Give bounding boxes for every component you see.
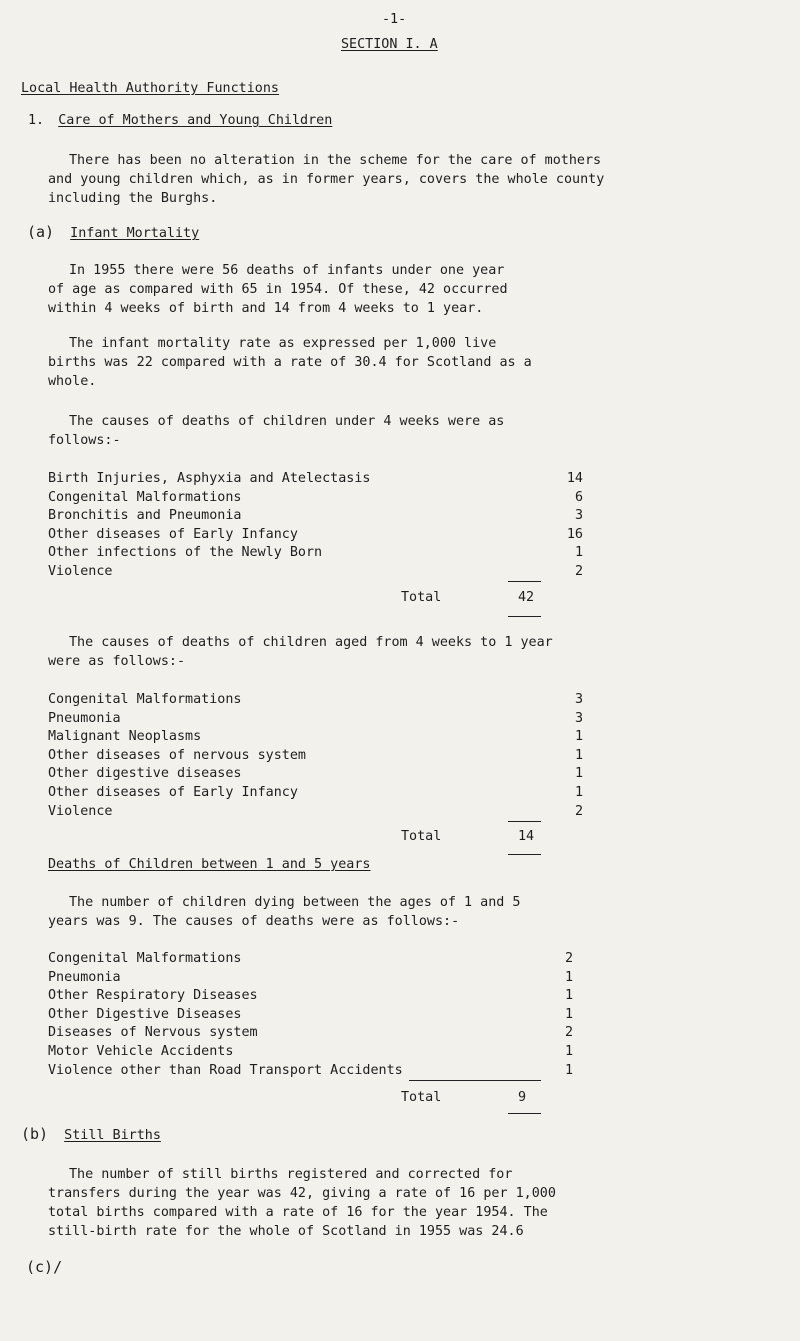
cause-label: Violence <box>48 563 113 579</box>
cause-label: Congenital Malformations <box>48 489 242 505</box>
subsection-title: Care of Mothers and Young Children <box>58 113 333 128</box>
cause-count: 2 <box>564 1025 573 1041</box>
table-1-total-label: Total <box>401 590 442 605</box>
cause-label: Pneumonia <box>48 969 121 985</box>
table-1-total: 42 <box>518 590 535 605</box>
table-row <box>48 526 608 545</box>
cause-label: Other diseases of nervous system <box>48 747 306 763</box>
cause-label: Other diseases of Early Infancy <box>48 526 298 542</box>
cause-label: Diseases of Nervous system <box>48 1025 258 1041</box>
cause-label: Other infections of the Newly Born <box>48 545 323 561</box>
cause-count: 2 <box>564 951 573 966</box>
cause-label: Congenital Malformations <box>48 951 242 966</box>
infant-mortality-title: Infant Mortality <box>70 226 200 241</box>
table-row <box>48 691 608 710</box>
still-births-heading <box>21 1125 161 1143</box>
cause-label: Pneumonia <box>48 710 121 726</box>
cause-count: 1 <box>574 747 583 763</box>
infant-paragraph-3 <box>48 412 504 450</box>
para-line: The number of still births registered and corrected for <box>69 1167 513 1182</box>
table-1-total-rule <box>508 616 541 617</box>
causes-table-4-weeks-to-1-year <box>48 691 608 821</box>
cause-count: 2 <box>574 563 583 579</box>
table-3-total-rule <box>508 1113 541 1114</box>
cause-label: Violence other than Road Transport Accidents <box>48 1062 403 1078</box>
table-row <box>48 987 608 1006</box>
para-line: The causes of deaths of children aged from 4 weeks to 1 year <box>69 635 553 650</box>
para-line: follows:- <box>48 433 121 448</box>
still-births-label: (b) <box>21 1125 49 1143</box>
table-row <box>48 1006 608 1025</box>
table-row <box>48 563 608 582</box>
cause-label: Motor Vehicle Accidents <box>48 1043 234 1059</box>
para-line: within 4 weeks of birth and 14 from 4 weeks to 1 year. <box>48 301 484 316</box>
subsection-heading <box>28 113 332 128</box>
cause-label: Other digestive diseases <box>48 766 242 782</box>
table-2-total: 14 <box>518 829 535 844</box>
cause-count: 1 <box>564 1006 573 1022</box>
page-number: -1- <box>382 12 407 27</box>
table-row <box>48 950 608 969</box>
table-3-total: 9 <box>518 1090 527 1105</box>
intro-paragraph <box>48 151 604 208</box>
table-row <box>48 728 608 747</box>
table-1-rule <box>508 581 541 582</box>
still-births-paragraph <box>48 1165 556 1241</box>
cause-count: 2 <box>574 803 583 819</box>
children-1-5-heading: Deaths of Children between 1 and 5 years <box>48 857 371 872</box>
intro-line: and young children which, as in former years, covers the whole county <box>48 172 605 187</box>
section-heading: SECTION I. A <box>341 37 438 52</box>
cause-count: 1 <box>574 729 583 745</box>
cause-count: 1 <box>564 1062 573 1078</box>
infant-mortality-label: (a) <box>27 223 55 241</box>
para-line: In 1955 there were 56 deaths of infants under one year <box>69 263 505 278</box>
para-line: The causes of deaths of children under 4 weeks were as <box>69 414 505 429</box>
table-row <box>48 489 608 508</box>
para-line: total births compared with a rate of 16 for the year 1954. The <box>48 1205 548 1220</box>
cause-label: Other Respiratory Diseases <box>48 988 258 1004</box>
cause-count: 1 <box>564 969 573 985</box>
cause-count: 6 <box>574 489 583 505</box>
table-row <box>48 969 608 988</box>
continuation-marker: (c)/ <box>26 1258 63 1276</box>
para-line: were as follows:- <box>48 654 186 669</box>
cause-label: Birth Injuries, Asphyxia and Atelectasis <box>48 471 371 486</box>
cause-label: Congenital Malformations <box>48 692 242 707</box>
table-2-total-label: Total <box>401 829 442 844</box>
causes-table-under-4-weeks <box>48 470 608 582</box>
table-row <box>48 544 608 563</box>
table-row <box>48 1062 608 1081</box>
cause-count: 1 <box>564 988 573 1004</box>
cause-label: Other diseases of Early Infancy <box>48 784 298 800</box>
intro-line: There has been no alteration in the scheme for the care of mothers <box>69 153 602 168</box>
cause-label: Bronchitis and Pneumonia <box>48 508 242 524</box>
para-line: years was 9. The causes of deaths were as follows:- <box>48 914 460 929</box>
table-2-rule <box>508 821 541 822</box>
para-line: births was 22 compared with a rate of 30.4 for Scotland as a <box>48 355 532 370</box>
table-row <box>48 507 608 526</box>
table-row <box>48 803 608 822</box>
cause-label: Malignant Neoplasms <box>48 729 202 745</box>
cause-label: Other Digestive Diseases <box>48 1006 242 1022</box>
para-line: The infant mortality rate as expressed per 1,000 live <box>69 336 497 351</box>
para-line: whole. <box>48 374 97 389</box>
cause-count: 1 <box>564 1043 573 1059</box>
cause-count: 14 <box>566 471 583 486</box>
cause-count: 3 <box>574 692 583 707</box>
infant-paragraph-2 <box>48 334 532 391</box>
causes-table-1-to-5-years <box>48 950 608 1080</box>
table-row <box>48 784 608 803</box>
table-row <box>48 747 608 766</box>
cause-count: 3 <box>574 710 583 726</box>
infant-mortality-heading <box>27 223 199 241</box>
still-births-title: Still Births <box>64 1128 161 1143</box>
children-1-5-paragraph <box>48 893 520 931</box>
table-3-rule <box>409 1080 541 1081</box>
intro-line: including the Burghs. <box>48 191 218 206</box>
para-line: The number of children dying between the ages of 1 and 5 <box>69 895 521 910</box>
cause-label: Violence <box>48 803 113 819</box>
table-2-total-rule <box>508 854 541 855</box>
subsection-number: 1. <box>28 113 45 128</box>
cause-count: 1 <box>574 545 583 561</box>
main-heading: Local Health Authority Functions <box>21 81 279 96</box>
para-line: of age as compared with 65 in 1954. Of these, 42 occurred <box>48 282 508 297</box>
cause-count: 1 <box>574 784 583 800</box>
para-line: transfers during the year was 42, giving a rate of 16 per 1,000 <box>48 1186 556 1201</box>
table-3-total-label: Total <box>401 1090 442 1105</box>
infant-paragraph-1 <box>48 261 508 318</box>
infant-paragraph-4 <box>48 633 553 671</box>
table-row <box>48 710 608 729</box>
para-line: still-birth rate for the whole of Scotland in 1955 was 24.6 <box>48 1224 524 1239</box>
table-row <box>48 470 608 489</box>
cause-count: 1 <box>574 766 583 782</box>
table-row <box>48 765 608 784</box>
cause-count: 16 <box>566 526 583 542</box>
cause-count: 3 <box>574 508 583 524</box>
table-row <box>48 1043 608 1062</box>
table-row <box>48 1024 608 1043</box>
